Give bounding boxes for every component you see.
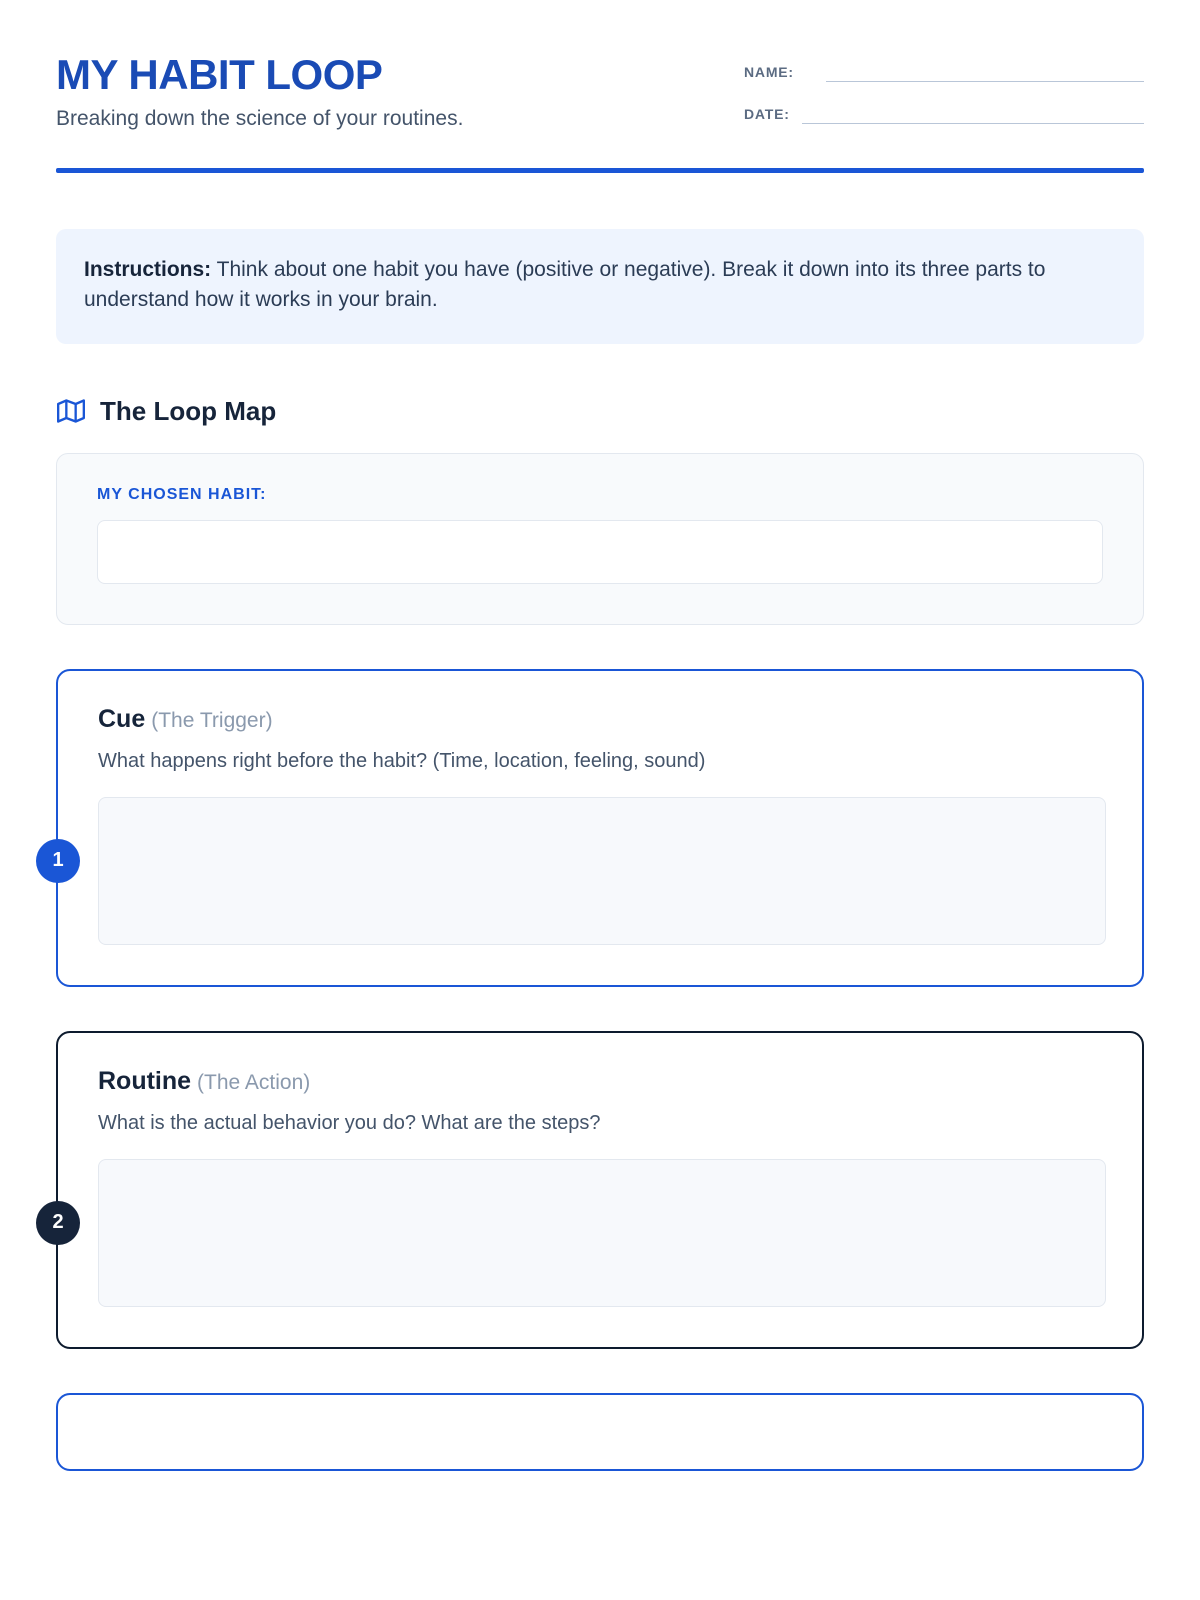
instructions-body: Think about one habit you have (positive or negative). Break it down into its three parts to understand how it works in your brain. xyxy=(84,258,1046,312)
instructions-text xyxy=(84,255,1116,316)
step-qualifier: (The Action) xyxy=(197,1070,311,1094)
name-label: NAME: xyxy=(744,64,794,80)
step-answer-cue[interactable] xyxy=(98,797,1106,945)
step-card-routine xyxy=(52,1031,1144,1349)
date-input[interactable] xyxy=(802,104,1144,124)
title-block xyxy=(56,51,464,131)
step-prompt-routine: What is the actual behavior you do? What are the steps? xyxy=(98,1111,601,1134)
page-subtitle: Breaking down the science of your routines. xyxy=(56,107,464,130)
chosen-habit-card xyxy=(56,453,1144,625)
step-answer-routine[interactable] xyxy=(98,1159,1106,1307)
chosen-habit-label: MY CHOSEN HABIT: xyxy=(97,485,267,503)
name-input[interactable] xyxy=(826,62,1144,82)
step-title-routine xyxy=(98,1067,1106,1096)
step-card-cue xyxy=(52,669,1144,987)
step-title-text: Cue xyxy=(98,704,146,733)
date-label: DATE: xyxy=(744,106,790,122)
page-title: MY HABIT LOOP xyxy=(56,51,383,98)
section-title: The Loop Map xyxy=(100,395,277,426)
date-row xyxy=(744,104,1144,124)
step-card-reward xyxy=(56,1393,1144,1471)
section-heading xyxy=(56,396,1144,427)
instructions-panel xyxy=(56,229,1144,344)
header-divider xyxy=(56,168,1144,173)
step-qualifier: (The Trigger) xyxy=(151,708,273,732)
chosen-habit-input[interactable] xyxy=(97,520,1103,584)
meta-fields xyxy=(744,54,1144,146)
step-number-badge: 1 xyxy=(36,839,80,883)
name-row xyxy=(744,62,1144,82)
step-title-text: Routine xyxy=(98,1066,192,1095)
step-prompt-cue: What happens right before the habit? (Time, location, feeling, sound) xyxy=(98,749,706,772)
page-header xyxy=(56,40,1144,146)
instructions-label: Instructions: xyxy=(84,258,212,281)
step-number-badge: 2 xyxy=(36,1201,80,1245)
step-title-cue xyxy=(98,705,1106,734)
map-icon xyxy=(56,396,86,426)
